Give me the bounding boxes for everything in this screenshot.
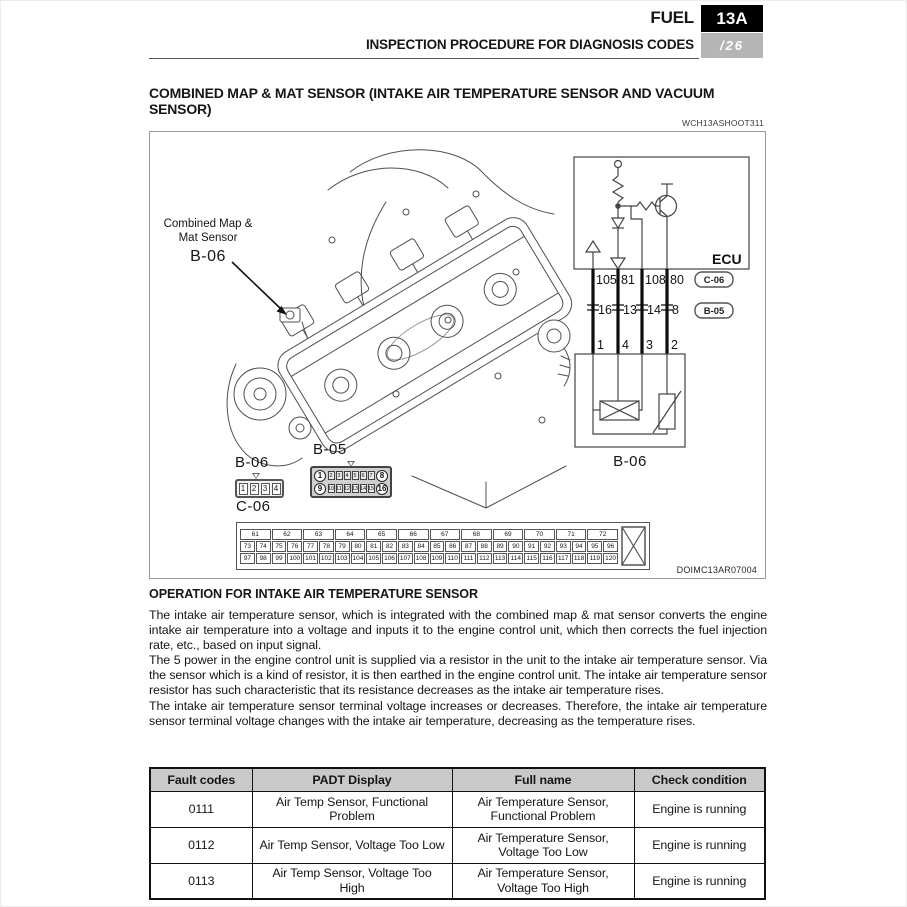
svg-text:8: 8 bbox=[672, 303, 679, 317]
connector-pin: 118 bbox=[572, 553, 587, 564]
supply-terminal-icon bbox=[615, 161, 622, 168]
operation-heading: OPERATION FOR INTAKE AIR TEMPERATURE SENSOR bbox=[149, 587, 478, 601]
fault-code-cell: 0112 bbox=[150, 827, 252, 863]
padt-display-cell: Air Temp Sensor, Voltage Too High bbox=[252, 863, 452, 899]
pin-numbers bbox=[596, 273, 684, 352]
connector-pin: 11 bbox=[336, 485, 342, 492]
check-condition-cell: Engine is running bbox=[634, 827, 765, 863]
connector-pin: 111 bbox=[461, 553, 476, 564]
connector-pin: 82 bbox=[382, 541, 397, 552]
sensor-pointer-arrow bbox=[232, 262, 287, 315]
table-row bbox=[150, 863, 765, 899]
connector-pin: 2 bbox=[250, 483, 259, 495]
svg-text:3: 3 bbox=[646, 338, 653, 352]
connector-pin: 5 bbox=[353, 472, 357, 479]
connector-pin: 110 bbox=[445, 553, 460, 564]
fault-code-cell: 0113 bbox=[150, 863, 252, 899]
connector-pin: 91 bbox=[524, 541, 539, 552]
sensor-callout-code: B-06 bbox=[190, 248, 226, 265]
page-title-line2: SENSOR) bbox=[149, 101, 212, 117]
output-arrow-icon bbox=[611, 258, 625, 269]
table-row bbox=[150, 791, 765, 827]
connector-pin: 1 bbox=[314, 470, 326, 482]
page-title-line1: COMBINED MAP & MAT SENSOR (INTAKE AIR TEMPERATURE SENSOR AND VACUUM bbox=[149, 85, 715, 101]
ecu-connector-chip: C-06 bbox=[703, 275, 725, 286]
connector-pin: 98 bbox=[256, 553, 271, 564]
svg-text:81: 81 bbox=[621, 273, 635, 287]
svg-text:13: 13 bbox=[623, 303, 637, 317]
sensor-box-label: B-06 bbox=[613, 453, 647, 470]
connector-pin: 88 bbox=[477, 541, 492, 552]
connector-pin: 117 bbox=[556, 553, 571, 564]
svg-text:14: 14 bbox=[647, 303, 661, 317]
page-subtitle: INSPECTION PROCEDURE FOR DIAGNOSIS CODES bbox=[365, 37, 694, 52]
table-header-row bbox=[150, 768, 765, 791]
svg-text:1: 1 bbox=[597, 338, 604, 352]
connector-pin: 89 bbox=[493, 541, 508, 552]
connector-chips bbox=[695, 272, 733, 318]
svg-text:105: 105 bbox=[596, 273, 617, 287]
connector-pin: 16 bbox=[377, 484, 387, 493]
connector-b05-pinout bbox=[310, 466, 392, 498]
connector-pin: 4 bbox=[345, 472, 349, 479]
col-header-check-condition: Check condition bbox=[634, 768, 765, 791]
svg-text:80: 80 bbox=[670, 273, 684, 287]
connector-pin: 79 bbox=[335, 541, 350, 552]
connector-pin: 96 bbox=[603, 541, 618, 552]
operation-paragraph: The 5 power in the engine control unit is supplied via a resistor in the unit to the intake air temperature sensor. Via the sensor which is a kind of resistor, it is then earthed in the engine control unit. The intake air temperature sensor resistor has such characteristic that its resistance decreases as the intake air temperature rises. bbox=[149, 653, 767, 698]
connector-c06-row2 bbox=[240, 541, 618, 552]
connector-pin: 80 bbox=[351, 541, 366, 552]
fault-table-body bbox=[150, 791, 765, 899]
connector-pin: 115 bbox=[524, 553, 539, 564]
connector-pin: 99 bbox=[272, 553, 287, 564]
resistor-vertical-icon bbox=[613, 176, 623, 202]
connector-pin: 10 bbox=[327, 485, 335, 492]
ground-arrow-icon bbox=[586, 241, 600, 252]
header-rule bbox=[149, 58, 699, 59]
connector-pin: 71 bbox=[556, 529, 587, 540]
operation-paragraphs bbox=[149, 608, 767, 729]
operation-section bbox=[149, 587, 767, 729]
connector-pin: 67 bbox=[430, 529, 461, 540]
connector-c06-row1 bbox=[240, 529, 618, 540]
col-header-padt-display: PADT Display bbox=[252, 768, 452, 791]
connector-pin: 62 bbox=[272, 529, 303, 540]
full-name-cell: Air Temperature Sensor, Voltage Too Low bbox=[452, 827, 634, 863]
connector-pin: 95 bbox=[587, 541, 602, 552]
connector-pin: 109 bbox=[431, 554, 443, 562]
connector-pin: 68 bbox=[461, 529, 492, 540]
connector-pin: 69 bbox=[493, 529, 524, 540]
connector-b06-label: B-06 bbox=[235, 454, 269, 471]
connector-pin: 114 bbox=[508, 553, 523, 564]
connector-pin: 104 bbox=[352, 554, 364, 562]
connector-pin: 93 bbox=[556, 541, 571, 552]
connector-pin: 70 bbox=[524, 529, 555, 540]
padt-display-cell: Air Temp Sensor, Voltage Too Low bbox=[252, 827, 452, 863]
connector-pin: 83 bbox=[398, 541, 413, 552]
ecu-label: ECU bbox=[712, 251, 742, 267]
connector-c06-pinout bbox=[236, 522, 650, 570]
connector-pin: 13 bbox=[351, 485, 359, 492]
connector-b05-label: B-05 bbox=[313, 441, 347, 458]
connector-b05-row2 bbox=[314, 482, 388, 495]
connector-pin: 108 bbox=[415, 554, 427, 562]
operation-paragraph: The intake air temperature sensor terminal voltage increases or decreases. Therefore, the intake air temperature sensor terminal voltage changes with the intake air temperature, decreasing as the temperature rises. bbox=[149, 698, 767, 728]
svg-text:4: 4 bbox=[622, 338, 629, 352]
page-number-badge: /26 bbox=[701, 33, 763, 58]
svg-text:108: 108 bbox=[645, 273, 666, 287]
diode-icon bbox=[612, 218, 624, 228]
connector-pin: 63 bbox=[303, 529, 334, 540]
connector-pin: 74 bbox=[256, 541, 271, 552]
fault-code-cell: 0111 bbox=[150, 791, 252, 827]
connector-pin: 94 bbox=[572, 541, 587, 552]
connector-pin: 75 bbox=[272, 541, 287, 552]
check-condition-cell: Engine is running bbox=[634, 791, 765, 827]
connector-pin: 107 bbox=[399, 554, 411, 562]
connector-c06-grid bbox=[240, 529, 618, 564]
full-name-cell: Air Temperature Sensor, Voltage Too High bbox=[452, 863, 634, 899]
connector-b05-row1 bbox=[314, 469, 388, 482]
full-name-cell: Air Temperature Sensor, Functional Problem bbox=[452, 791, 634, 827]
connector-pin: 14 bbox=[359, 485, 367, 492]
connector-pin: 92 bbox=[540, 541, 555, 552]
connector-pin: 106 bbox=[384, 554, 395, 562]
connector-pin: 86 bbox=[445, 541, 460, 552]
connector-pin: 105 bbox=[368, 554, 380, 562]
connector-pin: 77 bbox=[303, 541, 318, 552]
connector-b06-pinout bbox=[235, 479, 284, 498]
connector-pin: 112 bbox=[477, 553, 492, 564]
sensor-box-schematic bbox=[575, 354, 685, 447]
operation-paragraph: The intake air temperature sensor, which is integrated with the combined map & mat sensor converts the engine intake air temperature into a voltage and inputs it to the engine control unit, which then corrects the fuel injection rate, etc., based on input signal. bbox=[149, 608, 767, 653]
engine-illustration bbox=[227, 150, 577, 508]
section-title: FUEL bbox=[650, 8, 694, 27]
connector-pin: 119 bbox=[587, 553, 602, 564]
connector-pin: 120 bbox=[605, 554, 617, 562]
connector-pin: 102 bbox=[320, 554, 332, 562]
connector-c06-label: C-06 bbox=[236, 498, 271, 515]
connector-pin: 1 bbox=[239, 483, 248, 495]
sensor-callout-line1: Combined Map & bbox=[163, 218, 253, 230]
connector-pin: 6 bbox=[361, 472, 365, 479]
chapter-badge: 13A bbox=[701, 5, 763, 32]
connector-pin: 4 bbox=[272, 483, 281, 495]
connector-pin: 87 bbox=[461, 541, 476, 552]
figure-panel bbox=[149, 131, 766, 579]
connector-pin: 61 bbox=[240, 529, 271, 540]
check-condition-cell: Engine is running bbox=[634, 863, 765, 899]
fault-codes-table bbox=[149, 767, 766, 900]
connector-pin: 2 bbox=[329, 472, 333, 479]
connector-b05-row2-mid bbox=[327, 484, 375, 493]
sensor-callout-line2: Mat Sensor bbox=[178, 231, 238, 244]
figure-reference-code: DOIMC13AR07004 bbox=[676, 565, 757, 575]
connector-pin: 8 bbox=[376, 470, 388, 482]
connector-pin: 100 bbox=[289, 554, 301, 562]
document-code: WCH13ASHOOT311 bbox=[682, 118, 764, 128]
connector-pin: 65 bbox=[366, 529, 397, 540]
col-header-fault-codes: Fault codes bbox=[150, 768, 252, 791]
connector-pin: 3 bbox=[337, 472, 341, 479]
connector-key-icon bbox=[621, 526, 646, 566]
sensor-callout bbox=[152, 218, 264, 266]
connector-pin: 73 bbox=[240, 541, 255, 552]
connector-pin: 101 bbox=[305, 554, 316, 562]
resistor-horizontal-icon bbox=[637, 202, 655, 210]
connector-pin: 103 bbox=[336, 554, 348, 562]
padt-display-cell: Air Temp Sensor, Functional Problem bbox=[252, 791, 452, 827]
col-header-full-name: Full name bbox=[452, 768, 634, 791]
connector-pin: 78 bbox=[319, 541, 334, 552]
svg-text:2: 2 bbox=[671, 338, 678, 352]
connector-pin: 66 bbox=[398, 529, 429, 540]
connector-pin: 85 bbox=[430, 541, 445, 552]
connector-pin: 12 bbox=[343, 485, 351, 492]
connector-pin: 84 bbox=[414, 541, 429, 552]
connector-pin: 72 bbox=[587, 529, 618, 540]
connector-pin: 97 bbox=[240, 553, 255, 564]
connector-c06-row3 bbox=[240, 553, 618, 564]
svg-text:16: 16 bbox=[598, 303, 612, 317]
connector-pin: 90 bbox=[508, 541, 523, 552]
connector-pin: 7 bbox=[369, 472, 373, 479]
table-row bbox=[150, 827, 765, 863]
connector-pin: 81 bbox=[366, 541, 381, 552]
connector-pin: 76 bbox=[287, 541, 302, 552]
connector-pin: 3 bbox=[261, 483, 270, 495]
mid-connector-chip: B-05 bbox=[703, 306, 725, 317]
page-title bbox=[149, 85, 769, 117]
connector-b05-row1-mid bbox=[327, 471, 375, 480]
connector-pin: 15 bbox=[367, 485, 375, 492]
connector-pin: 113 bbox=[493, 553, 508, 564]
connector-pin: 116 bbox=[540, 553, 555, 564]
connector-pin: 9 bbox=[314, 483, 326, 495]
connector-pin: 64 bbox=[335, 529, 366, 540]
